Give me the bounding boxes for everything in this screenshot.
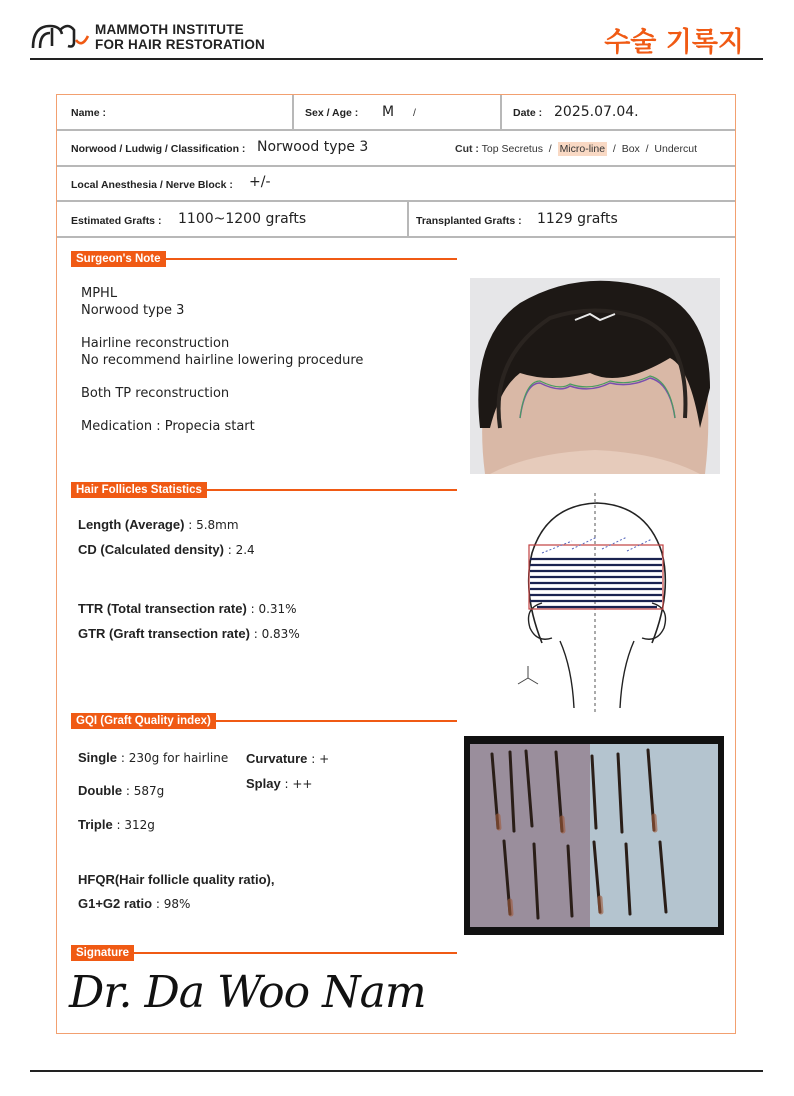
estimated-grafts-field[interactable]: 1100~1200 grafts	[178, 211, 307, 227]
stat-cd: CD (Calculated density) : 2.4	[78, 542, 255, 557]
age-separator: /	[413, 107, 416, 119]
row-divider	[57, 129, 735, 131]
gqi-g1g2-ratio: G1+G2 ratio : 98%	[78, 896, 191, 911]
cut-option-micro-line[interactable]: Micro-line	[559, 143, 606, 155]
note-line: MPHL	[81, 286, 118, 301]
stat-length: Length (Average) : 5.8mm	[78, 517, 239, 532]
classification-field[interactable]: Norwood type 3	[257, 139, 369, 155]
gqi-header	[71, 713, 457, 729]
gqi-single: Single : 230g for hairline	[78, 750, 229, 765]
institute-name	[95, 22, 265, 52]
row-divider	[57, 236, 735, 238]
note-line: Medication : Propecia start	[81, 419, 255, 434]
surgeon-note-title: Surgeon's Note	[71, 251, 166, 267]
transplanted-grafts-field[interactable]: 1129 grafts	[537, 211, 618, 227]
col-divider	[407, 201, 409, 236]
row-divider	[57, 200, 735, 202]
logo-line2: FOR HAIR RESTORATION	[95, 37, 266, 52]
stat-gtr: GTR (Graft transection rate) : 0.83%	[78, 626, 300, 641]
logo	[30, 18, 90, 52]
note-line: Both TP reconstruction	[81, 386, 230, 401]
cut-label: Cut :	[455, 143, 479, 155]
gqi-splay: Splay : ++	[246, 776, 313, 791]
gqi-double: Double : 587g	[78, 783, 165, 798]
row-divider	[57, 165, 735, 167]
transplanted-grafts-label: Transplanted Grafts :	[416, 215, 522, 227]
col-divider	[500, 95, 502, 129]
col-divider	[292, 95, 294, 129]
classification-label: Norwood / Ludwig / Classification :	[71, 143, 246, 155]
logo-line1: MAMMOTH INSTITUTE	[95, 22, 244, 37]
date-field[interactable]: 2025.07.04.	[554, 104, 639, 120]
signature-text: Dr. Da Woo Nam	[69, 967, 426, 1018]
estimated-grafts-label: Estimated Grafts :	[71, 215, 162, 227]
gqi-triple: Triple : 312g	[78, 817, 155, 832]
anesthesia-field[interactable]: +/-	[249, 174, 271, 190]
signature-title: Signature	[71, 945, 134, 961]
page-title: 수술 기록지	[604, 27, 744, 58]
note-line: Hairline reconstruction	[81, 336, 230, 351]
cut-option-undercut[interactable]: Undercut	[654, 143, 697, 155]
record-form	[56, 94, 736, 1034]
sex-age-label: Sex / Age :	[305, 107, 359, 119]
mammoth-logo-icon	[30, 18, 90, 52]
cut-options: Cut : Top Secretus / Micro-line / Box / Undercut	[455, 143, 697, 155]
hairline-photo	[470, 278, 720, 474]
scalp-diagram	[512, 493, 682, 713]
signature-header	[71, 945, 457, 961]
name-label: Name :	[71, 107, 107, 119]
bottom-divider	[30, 1070, 763, 1072]
note-line: No recommend hairline lowering procedure	[81, 353, 364, 368]
surgeon-note-body	[81, 285, 363, 435]
cut-option-box[interactable]: Box	[621, 143, 640, 155]
cut-option-top-secretus[interactable]: Top Secretus	[481, 143, 543, 155]
gqi-curvature: Curvature : +	[246, 751, 330, 766]
sex-field[interactable]: M	[382, 104, 395, 120]
gqi-title: GQI (Graft Quality index)	[71, 713, 216, 729]
note-line: Norwood type 3	[81, 303, 185, 318]
stat-ttr: TTR (Total transection rate) : 0.31%	[78, 601, 297, 616]
gqi-hfqr: HFQR(Hair follicle quality ratio),	[78, 872, 275, 887]
stats-header	[71, 482, 457, 498]
top-divider	[30, 58, 763, 60]
stats-title: Hair Follicles Statistics	[71, 482, 207, 498]
date-label: Date :	[513, 107, 543, 119]
graft-photo	[464, 736, 724, 935]
anesthesia-label: Local Anesthesia / Nerve Block :	[71, 179, 233, 191]
surgeon-note-header	[71, 251, 457, 267]
